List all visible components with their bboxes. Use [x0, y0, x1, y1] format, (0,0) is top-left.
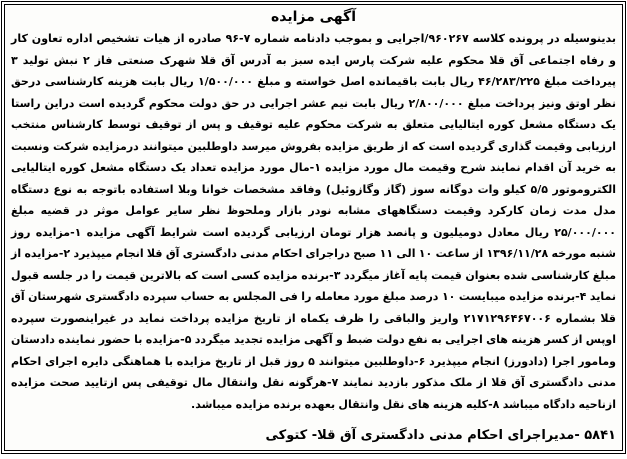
auction-notice — [4, 4, 623, 451]
notice-body: بدینوسیله در پرونده کلاسه ۹۶۰۲۶۷/اجرایی و بموجب دادنامه شماره ۷-۹۶ صادره از هیات تشخیص اداره تعاون کار و رفاه اجتماعی آق قلا محکوم علیه شرکت پارس ایده سبز به آدرس آق قلا شهرک صنعتی فاز ۲ نبش تولید ۳ پیرداخت مبلغ ۴۶/۲۸۳/۲۲۵ ریال بابت باقیمانده اصل خواسته و مبلغ ۱/۵۰۰/۰۰۰ ریال بابت هزینه کارشناسی درحق نظر اوتق ونیز پرداخت مبلغ ۲/۸۰۰/۰۰۰ ریال بابت نیم عشر اجرایی در حق دولت محکوم گردیده است دراین راستا یک دستگاه مشعل کوره ایتالیایی متعلق به شرکت محکوم علیه توقیف و پس از توقیف توسط کارشناس منتخب ارزیابی وقیمت گذاری گردیده است که از طریق مزایده بفروش میرسد داوطلبین میتوانند درمزایده شرکت ونسبت به خرید آن اقدام نمایند شرح وقیمت مال مورد مزایده ۱-مال مورد مزایده تعداد یک دستگاه مشعل کوره ایتالیایی الکتروموتور ۵/۵ کیلو وات دوگانه سوز (گاز وگازوئیل) وفاقد مشخصات خوانا وبلا استفاده باتوجه به نوع دستگاه مدل مدت زمان کارکرد وقیمت دستگاههای مشابه نودر بازار وملحوظ نظر سایر عوامل موثر در قضیه مبلغ ۲۵/۰۰۰/۰۰۰ ریال معادل دومیلیون و پانصد هزار تومان ارزیابی گردیده است شرایط آگهی مزایده ۱-مزایده روز شنبه مورخه ۱۳۹۶/۱۱/۲۸ از ساعت ۱۰ الی ۱۱ صبح دراجرای احکام مدنی دادگستری آق قلا انجام میپذیرد ۲-مزایده از مبلغ کارشناسی شده بعنوان قیمت پایه آغاز میگردد ۳-برنده مزایده کسی است که بالاترین قیمت را در جلسه قبول نماید ۴-برنده مزایده میبایست ۱۰ درصد مبلغ مورد معامله را فی المجلس به حساب سپرده دادگستری شهرستان آق قلا بشماره ۲۱۷۱۲۹۶۴۶۷۰۰۶ واریز والباقی را ظرف یکماه از تاریخ مزایده پرداخت نماید در غیراینصورت سپرده اوپس از کسر هزینه های اجرایی به نفع دولت ضبط و آگهی مزایده تجدید میگردد ۵-مزایده با حضور نماینده دادستان ومامور اجرا (دادورز) انجام میپذیرد ۶-داوطلبین میتوانند ۵ روز قبل از تاریخ مزایده با هماهنگی دایره اجرای احکام مدنی دادگستری آق قلا از ملک مذکور بازدید نمایند ۷-هرگونه نقل وانتقال مال توقیفی پس ازتایید صحت مزایده ازناحیه دادگاه میباشد ۸-کلیه هزینه های نقل وانتقال بعهده برنده مزایده میباشد. — [11, 32, 617, 411]
notice-signature: ۵۸۴۱ -مدیراجرای احکام مدنی دادگستری آق قلا- کتوکی — [265, 428, 616, 443]
notice-title: آگهی مزایده — [270, 9, 356, 25]
